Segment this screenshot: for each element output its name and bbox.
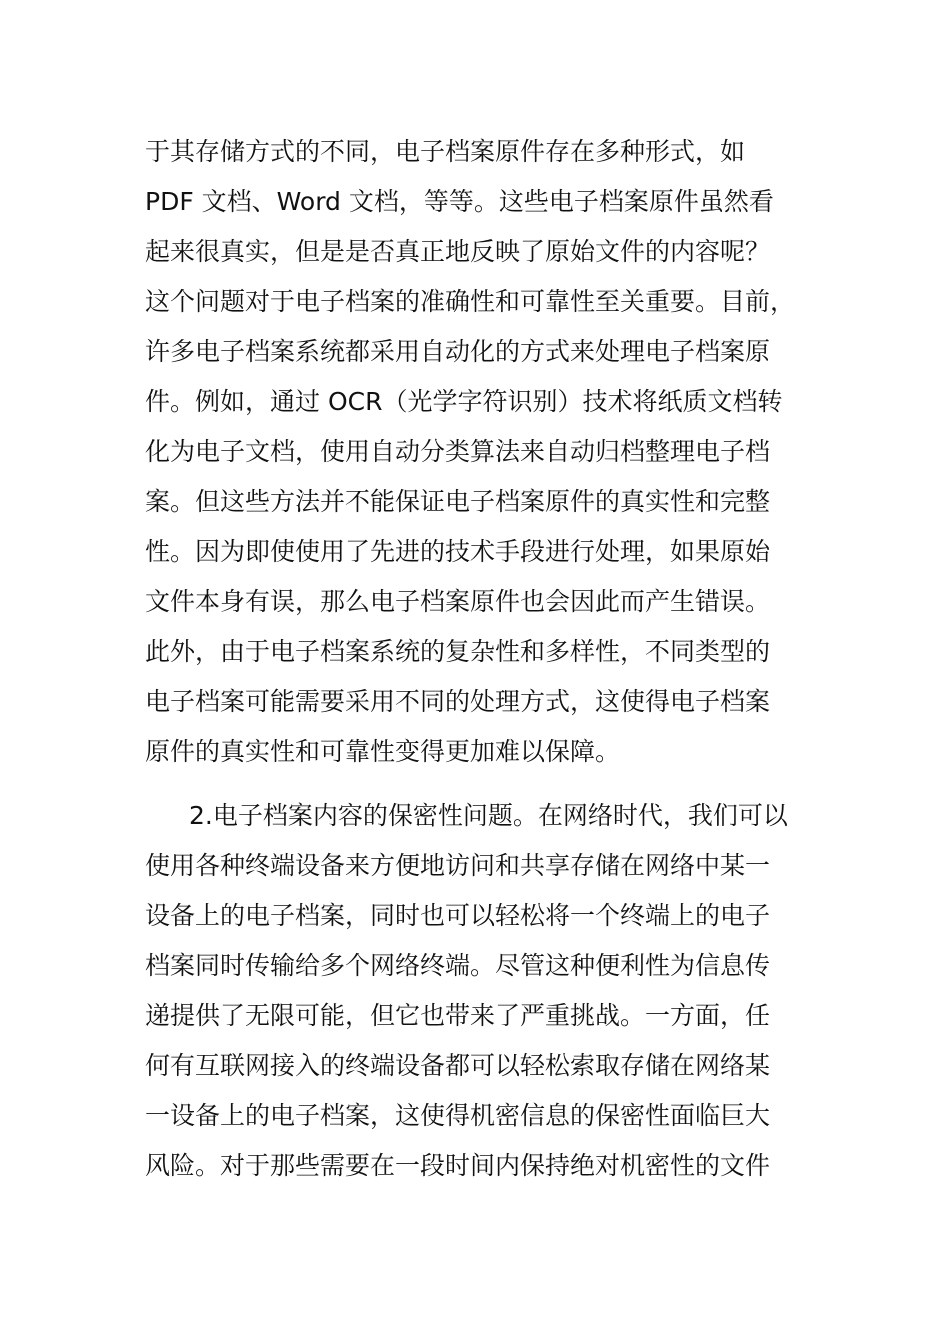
paragraph-line: 设备上的电子档案，同时也可以轻松将一个终端上的电子 bbox=[145, 901, 771, 930]
paragraph-1 bbox=[145, 127, 815, 777]
paragraph-line: 何有互联网接入的终端设备都可以轻松索取存储在网络某 bbox=[145, 1051, 771, 1080]
paragraph-line: 这个问题对于电子档案的准确性和可靠性至关重要。目前， bbox=[145, 287, 796, 316]
paragraph-line: 于其存储方式的不同，电子档案原件存在多种形式，如 bbox=[145, 137, 746, 166]
paragraph-line: 许多电子档案系统都采用自动化的方式来处理电子档案原 bbox=[145, 337, 771, 366]
paragraph-line: 案。但这些方法并不能保证电子档案原件的真实性和完整 bbox=[145, 487, 771, 516]
paragraph-line: 文件本身有误，那么电子档案原件也会因此而产生错误。 bbox=[145, 587, 771, 616]
paragraph-line: 递提供了无限可能，但它也带来了严重挑战。一方面，任 bbox=[145, 1001, 771, 1030]
paragraph-line: 化为电子文档，使用自动分类算法来自动归档整理电子档 bbox=[145, 437, 771, 466]
paragraph-line: PDF 文档、Word 文档，等等。这些电子档案原件虽然看 bbox=[145, 187, 774, 216]
paragraph-line: 性。因为即使使用了先进的技术手段进行处理，如果原始 bbox=[145, 537, 771, 566]
paragraph-line: 起来很真实，但是是否真正地反映了原始文件的内容呢？ bbox=[145, 237, 771, 266]
paragraph-first-line: 2.电子档案内容的保密性问题。在网络时代，我们可以 bbox=[189, 801, 788, 830]
paragraph-line: 风险。对于那些需要在一段时间内保持绝对机密性的文件 bbox=[145, 1151, 771, 1180]
paragraph-line: 档案同时传输给多个网络终端。尽管这种便利性为信息传 bbox=[145, 951, 771, 980]
paragraph-line: 一设备上的电子档案，这使得机密信息的保密性面临巨大 bbox=[145, 1101, 771, 1130]
paragraph-line: 此外，由于电子档案系统的复杂性和多样性，不同类型的 bbox=[145, 637, 771, 666]
paragraph-line: 原件的真实性和可靠性变得更加难以保障。 bbox=[145, 737, 621, 766]
paragraph-2 bbox=[145, 791, 815, 1191]
paragraph-line: 电子档案可能需要采用不同的处理方式，这使得电子档案 bbox=[145, 687, 771, 716]
paragraph-line: 使用各种终端设备来方便地访问和共享存储在网络中某一 bbox=[145, 851, 771, 880]
paragraph-line: 件。例如，通过 OCR（光学字符识别）技术将纸质文档转 bbox=[145, 387, 783, 416]
